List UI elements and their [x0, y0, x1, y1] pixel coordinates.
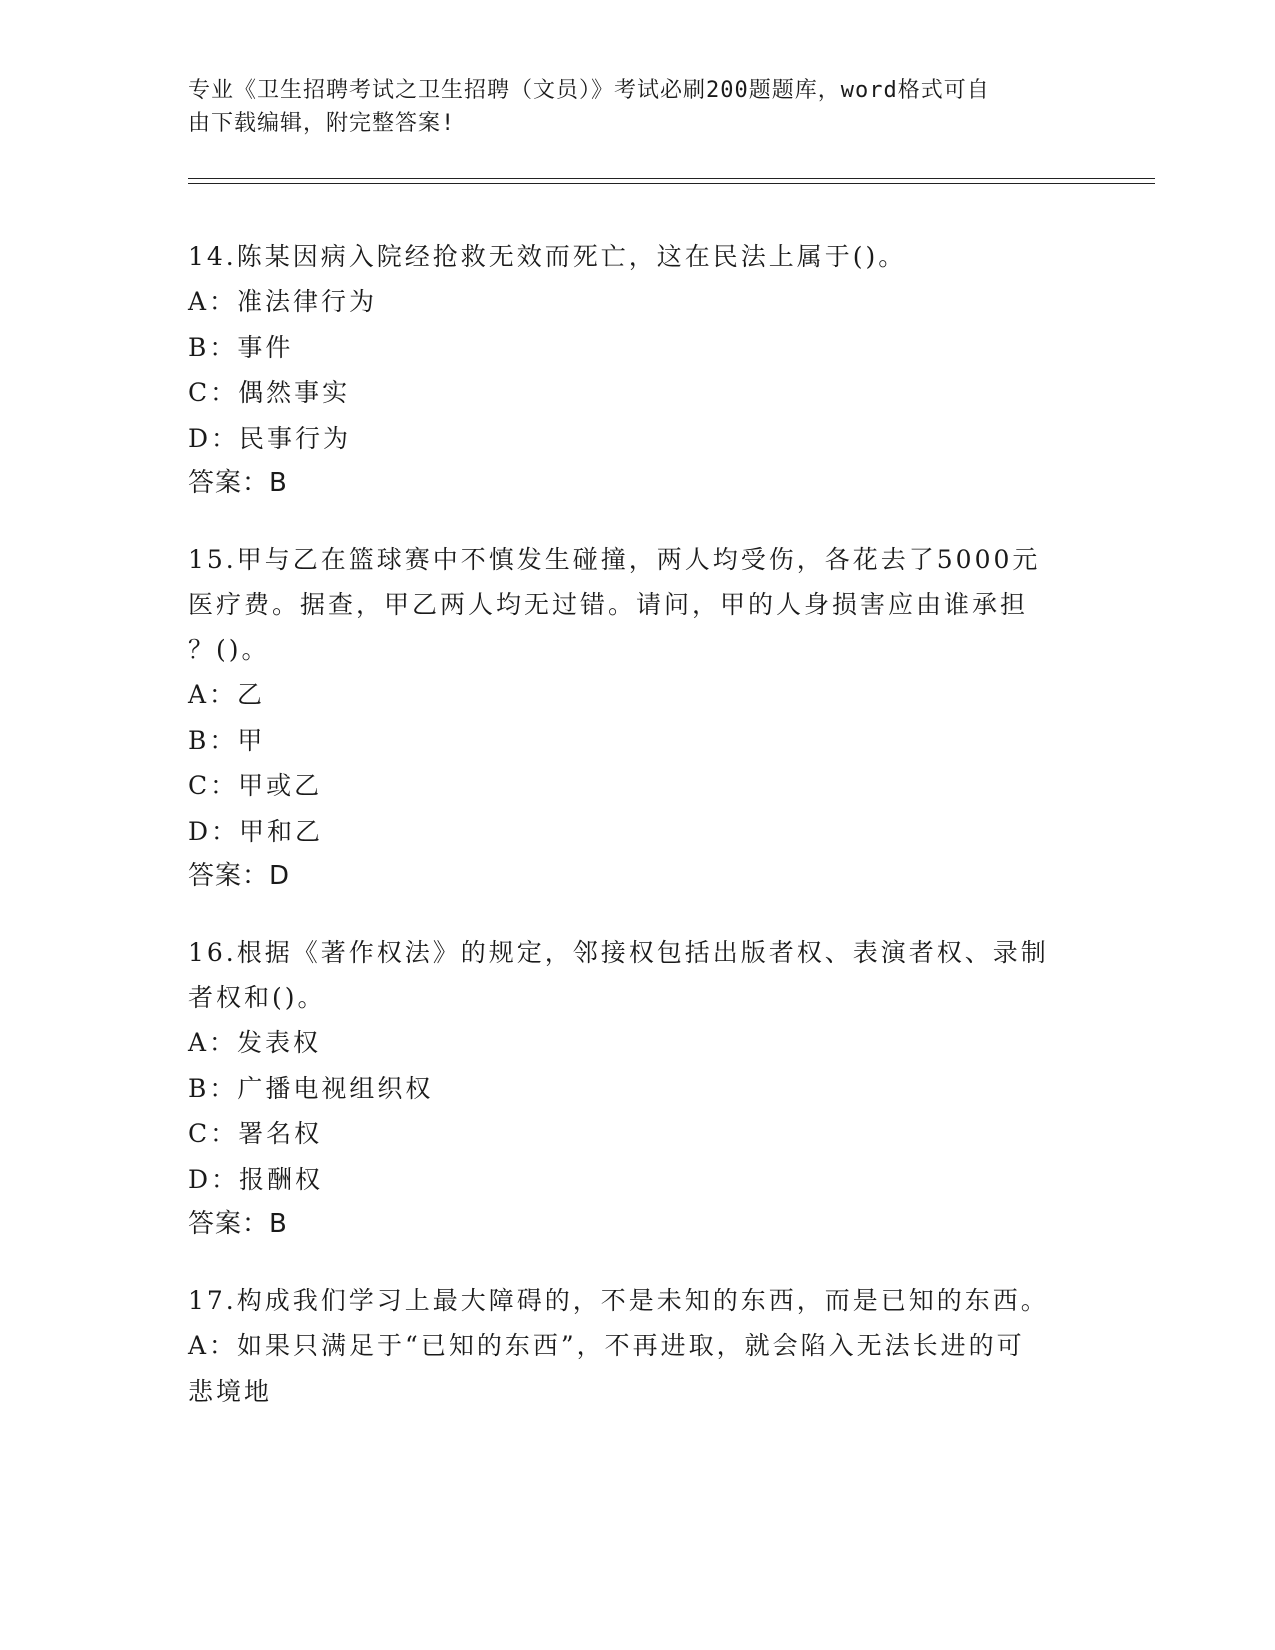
question-text-line-1: 15.甲与乙在篮球赛中不慎发生碰撞，两人均受伤，各花去了5000元	[188, 545, 1041, 574]
option-c: C：甲或乙	[188, 771, 323, 800]
option-d: D：民事行为	[188, 423, 352, 453]
question-16	[188, 930, 1088, 1247]
header-rule-bottom	[188, 183, 1155, 184]
header-line-2: 由下载编辑，附完整答案!	[188, 111, 456, 136]
header-line-1: 专业《卫生招聘考试之卫生招聘（文员）》考试必刷200题题库，word格式可自	[188, 78, 990, 103]
question-text-line-3: ？()。	[188, 635, 270, 664]
option-d: D：报酬权	[188, 1164, 324, 1194]
option-a-line-2: 悲境地	[188, 1376, 273, 1406]
answer: 答案：B	[188, 1209, 288, 1239]
option-a: A：发表权	[188, 1028, 322, 1057]
question-14	[188, 234, 1088, 506]
header-rule-top	[188, 178, 1155, 179]
question-text-line-2: 者权和()。	[188, 983, 326, 1012]
option-a-line-1: A：如果只满足于“已知的东西”，不再进取，就会陷入无法长进的可	[188, 1331, 1025, 1360]
option-c: C：署名权	[188, 1119, 323, 1148]
question-list	[188, 234, 1088, 1445]
question-text-line-2: 医疗费。据查，甲乙两人均无过错。请问，甲的人身损害应由谁承担	[188, 590, 1029, 619]
option-c: C：偶然事实	[188, 378, 351, 407]
option-b: B：广播电视组织权	[188, 1073, 434, 1103]
option-a: A：准法律行为	[188, 287, 378, 316]
document-header	[188, 74, 1068, 140]
question-15	[188, 537, 1088, 899]
question-text-line-1: 16.根据《著作权法》的规定，邻接权包括出版者权、表演者权、录制	[188, 938, 1049, 967]
question-text: 17.构成我们学习上最大障碍的，不是未知的东西，而是已知的东西。	[188, 1286, 1049, 1315]
answer: 答案：B	[188, 468, 288, 498]
option-d: D：甲和乙	[188, 816, 324, 846]
option-b: B：事件	[188, 332, 294, 362]
option-a: A：乙	[188, 680, 266, 709]
question-text: 14.陈某因病入院经抢救无效而死亡，这在民法上属于()。	[188, 242, 907, 271]
option-b: B：甲	[188, 725, 266, 755]
answer: 答案：D	[188, 861, 291, 891]
question-17	[188, 1278, 1088, 1414]
